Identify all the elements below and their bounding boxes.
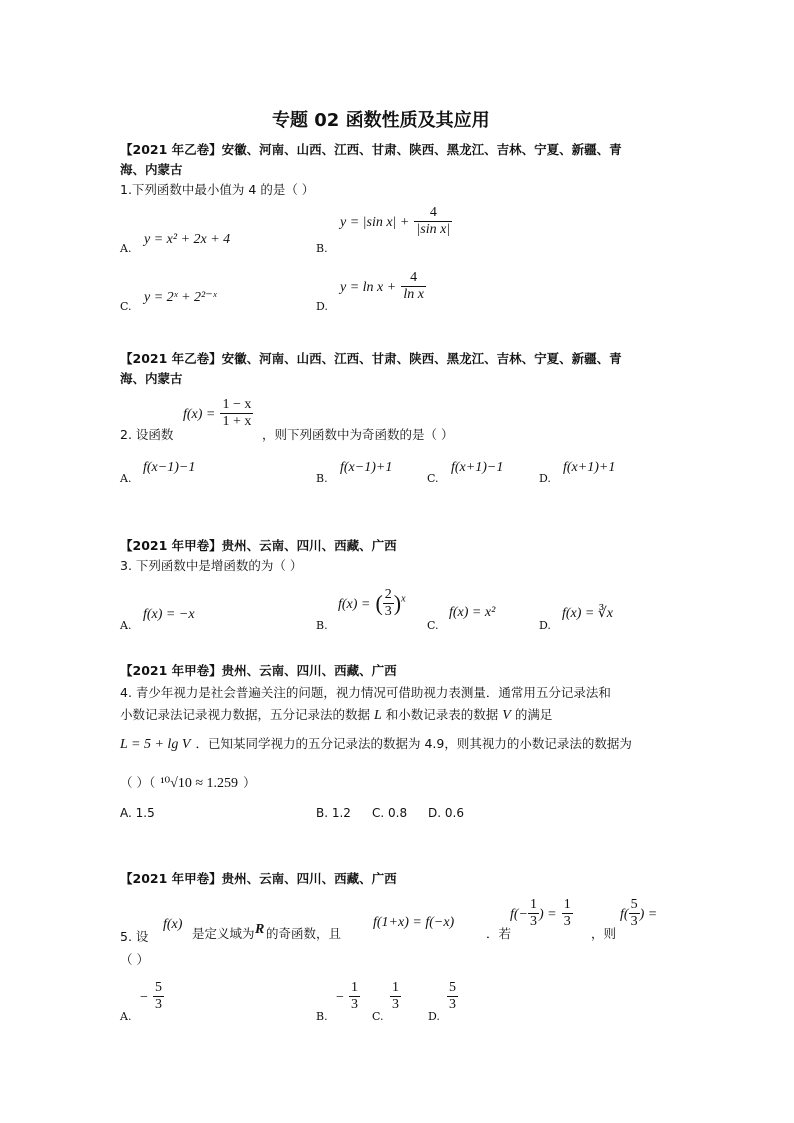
- denominator: 3: [155, 997, 162, 1012]
- source-line: 海、内蒙古: [120, 371, 183, 386]
- option: C. 0.8: [372, 806, 408, 820]
- option-formula: f(x) = ∛x: [562, 606, 614, 621]
- option-formula: f(x) = x²: [449, 605, 496, 620]
- ask-formula: [620, 897, 657, 930]
- fraction: [383, 587, 394, 620]
- option-label: D.: [316, 300, 328, 313]
- formula-part: f(x) =: [183, 407, 216, 422]
- formula-part: f(−: [510, 907, 528, 922]
- fraction: [349, 980, 360, 1013]
- question-text: 4. 青少年视力是社会普遍关注的问题，视力情况可借助视力表测量．通常用五分记录法和: [120, 685, 611, 700]
- question-stem: 3. 下列函数中是增函数的为（ ）: [120, 558, 303, 573]
- option-formula: [340, 205, 452, 238]
- question-text: [120, 733, 632, 753]
- answer-paren: （ ）: [120, 952, 149, 967]
- source-line: 【2021 年甲卷】贵州、云南、四川、西藏、广西: [120, 871, 397, 886]
- formula: L = 5 + lg V: [120, 737, 191, 752]
- fraction: [528, 897, 539, 930]
- option-label: B.: [316, 472, 328, 485]
- paren-open: (: [375, 590, 383, 616]
- option-formula: [390, 980, 401, 1013]
- source-line: 海、内蒙古: [120, 162, 183, 177]
- numerator: 1: [351, 980, 358, 995]
- formula-part: f(: [620, 907, 629, 922]
- denominator: 3: [449, 997, 456, 1012]
- question-stem: 2. 设函数: [120, 427, 174, 442]
- denominator: 3: [392, 997, 399, 1012]
- option-label: B.: [316, 619, 328, 632]
- sign: −: [336, 990, 344, 1005]
- formula: f(x): [163, 917, 183, 932]
- formula: f(1+x) = f(−x): [373, 915, 455, 930]
- variable: R: [255, 922, 265, 937]
- option-label: A.: [120, 619, 132, 632]
- fraction: [220, 397, 253, 430]
- numerator: 4: [429, 205, 437, 220]
- option-label: D.: [539, 472, 551, 485]
- option-formula: [338, 587, 406, 620]
- denominator: 3: [563, 914, 571, 929]
- option-label: D.: [428, 1010, 440, 1023]
- option-formula: [340, 270, 426, 303]
- option-formula: f(x+1)+1: [563, 460, 616, 475]
- denominator: |sin x|: [416, 222, 451, 237]
- paren-close: ): [393, 590, 402, 616]
- fraction: [401, 270, 426, 303]
- option-label: B.: [316, 1010, 328, 1023]
- question-text: [120, 705, 552, 724]
- exponent: x: [401, 593, 406, 605]
- option-formula: f(x+1)−1: [451, 460, 504, 475]
- option: A. 1.5: [120, 806, 155, 820]
- option-label: A.: [120, 472, 132, 485]
- option: D. 0.6: [428, 806, 464, 820]
- numerator: 5: [155, 980, 162, 995]
- option-label: C.: [427, 619, 439, 632]
- option-label: A.: [120, 242, 132, 255]
- text-part: 和小数记录表的数据: [385, 707, 499, 722]
- source-line: 【2021 年甲卷】贵州、云南、四川、西藏、广西: [120, 663, 397, 678]
- fraction: [562, 897, 573, 930]
- numerator: 4: [410, 270, 418, 285]
- numerator: 1: [530, 897, 537, 912]
- option-formula: f(x−1)+1: [340, 460, 393, 475]
- denominator: ln x: [403, 287, 424, 302]
- source-line: 【2021 年乙卷】安徽、河南、山西、江西、甘肃、陕西、黑龙江、吉林、宁夏、新疆、青: [120, 142, 622, 157]
- formula-part: ) =: [639, 907, 658, 922]
- question-text: [120, 772, 256, 792]
- fraction: [153, 980, 164, 1013]
- text-part: 的满足: [514, 707, 553, 722]
- text-part: ．若: [486, 926, 512, 941]
- option: B. 1.2: [316, 806, 351, 820]
- denominator: 3: [384, 604, 392, 619]
- fraction: [447, 980, 458, 1013]
- question-stem: ，则下列函数中为奇函数的是（ ）: [262, 427, 454, 442]
- text-part: 的奇函数，且: [266, 926, 342, 941]
- numerator: 1: [563, 897, 571, 912]
- text-part: ．已知某同学视力的五分记录法的数据为 4.9，则其视力的小数记录法的数据为: [195, 736, 632, 751]
- denominator: 1 + x: [222, 414, 252, 429]
- denominator: 3: [530, 914, 537, 929]
- option-label: C.: [427, 472, 439, 485]
- option-label: C.: [120, 300, 132, 313]
- formula-part: y = |sin x| +: [340, 215, 410, 230]
- numerator: 1: [392, 980, 399, 995]
- denominator: 3: [351, 997, 358, 1012]
- formula-part: y = ln x +: [340, 280, 397, 295]
- numerator: 1 − x: [222, 397, 252, 412]
- page-title: 专题 02 函数性质及其应用: [272, 110, 490, 131]
- text-part: （ ）（: [120, 775, 156, 790]
- condition-formula: [510, 897, 573, 930]
- text-part: 是定义域为: [192, 926, 255, 941]
- variable: V: [502, 708, 511, 723]
- source-line: 【2021 年乙卷】安徽、河南、山西、江西、甘肃、陕西、黑龙江、吉林、宁夏、新疆、青: [120, 351, 622, 366]
- option-label: C.: [372, 1010, 384, 1023]
- option-formula: y = 2ˣ + 2²⁻ˣ: [144, 290, 217, 305]
- option-formula: [140, 980, 164, 1013]
- function-definition: [183, 397, 253, 430]
- source-line: 【2021 年甲卷】贵州、云南、四川、西藏、广西: [120, 538, 397, 553]
- option-formula: f(x−1)−1: [143, 460, 196, 475]
- option-formula: [447, 980, 458, 1013]
- text-part: 小数记录法记录视力数据，五分记录法的数据: [120, 707, 371, 722]
- option-label: A.: [120, 1010, 132, 1023]
- text-part: ，则: [591, 926, 617, 941]
- numerator: 5: [630, 897, 638, 912]
- text-part: ）: [243, 775, 256, 790]
- option-formula: f(x) = −x: [143, 607, 195, 622]
- denominator: 3: [630, 914, 638, 929]
- hint-formula: ¹⁰√10 ≈ 1.259: [160, 776, 239, 791]
- option-label: D.: [539, 619, 551, 632]
- option-formula: [336, 980, 360, 1013]
- formula-part: f(x) =: [338, 597, 371, 612]
- question-stem: 1.下列函数中最小值为 4 的是（ ）: [120, 182, 315, 197]
- sign: −: [140, 990, 148, 1005]
- fraction: [414, 205, 452, 238]
- numerator: 2: [384, 587, 392, 602]
- question-stem: 5. 设: [120, 929, 149, 944]
- formula-part: ) =: [539, 907, 557, 922]
- variable: L: [374, 708, 382, 723]
- fraction: [390, 980, 401, 1013]
- numerator: 5: [449, 980, 456, 995]
- option-label: B.: [316, 242, 328, 255]
- option-formula: y = x² + 2x + 4: [144, 232, 231, 247]
- fraction: [629, 897, 640, 930]
